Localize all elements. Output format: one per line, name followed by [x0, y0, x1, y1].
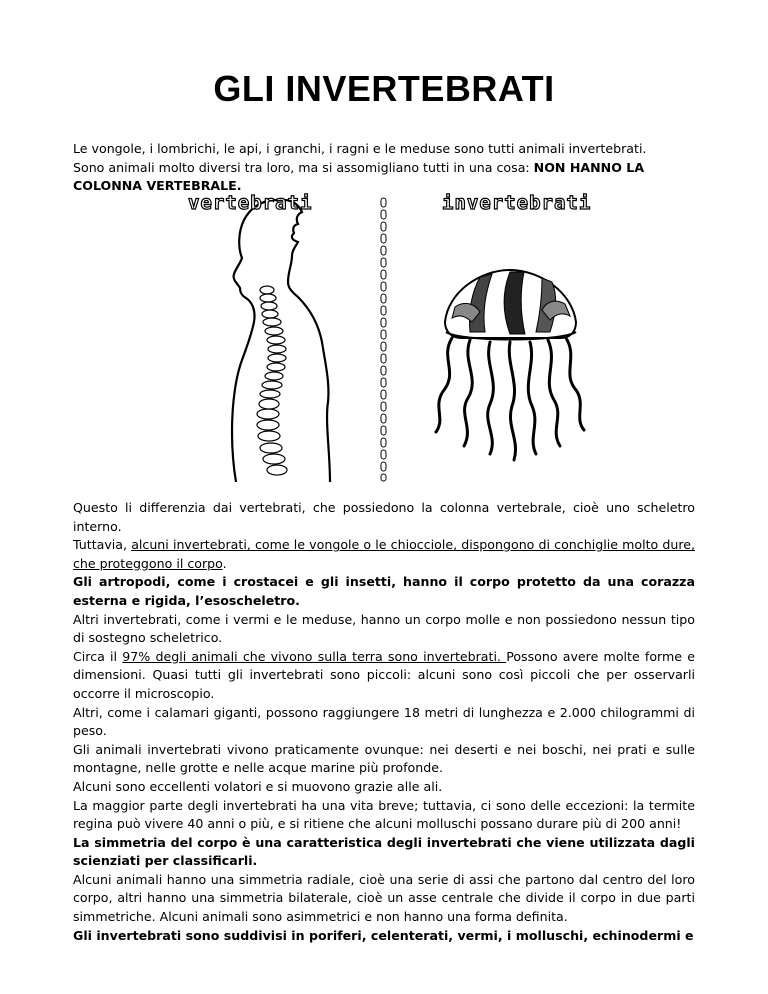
paragraph-5-underlined: 97% degli animali che vivono sulla terra sono invertebrati.: [122, 648, 507, 664]
paragraph-3-bold: Gli artropodi, come i crostacei e gli insetti, hanno il corpo protetto da una corazza esterna e rigida, l’esoscheletro.: [73, 574, 695, 608]
illustration-drawing: [180, 192, 590, 482]
paragraph-2: [73, 536, 695, 573]
paragraph-6: Altri, come i calamari giganti, possono raggiungere 18 metri di lunghezza e 2.000 chilogrammi di peso.: [73, 704, 695, 739]
paragraph-7: Gli animali invertebrati vivono praticamente ovunque: nei deserti e nei boschi, nei prati e sulle montagne, nelle grotte e nelle acque marine più profonde.: [73, 741, 695, 776]
intro-text: Sono animali molto diversi tra loro, ma si assomigliano tutti in una cosa:: [73, 159, 534, 175]
paragraph-11: Alcuni animali hanno una simmetria radiale, cioè una serie di assi che partono dal centro del loro corpo, altri hanno una simmetria bilaterale, cioè un asse centrale che divide il corpo in due parti simmetriche. Alcuni animali sono asimmetrici e non hanno una forma definita.: [73, 871, 695, 925]
paragraph-12: [73, 927, 695, 946]
paragraph-5: [73, 648, 695, 704]
body-text: [73, 499, 695, 945]
paragraph-2-suffix: .: [222, 555, 227, 571]
chain-divider: [381, 198, 386, 481]
paragraph-12-bold: Gli invertebrati sono suddivisi in poriferi, celenterati, vermi, i molluschi, echinodermi e: [73, 927, 694, 943]
paragraph-5-prefix: Circa il: [73, 648, 123, 664]
intro-paragraph: [73, 140, 695, 196]
label-vertebrati: vertebrati: [188, 192, 313, 214]
paragraph-4: Altri invertebrati, come i vermi e le meduse, hanno un corpo molle e non possiedono nessun tipo di sostegno scheletrico.: [73, 611, 695, 646]
spine-icon: [257, 286, 287, 475]
label-invertebrati: invertebrati: [442, 192, 592, 214]
intro-line-2: [73, 159, 695, 196]
paragraph-2-underlined: alcuni invertebrati, come le vongole o le chiocciole, dispongono di conchiglie molto dure, che proteggono il corpo: [73, 537, 695, 571]
intro-emphasis: NON HANNO LA COLONNA VERTEBRALE.: [73, 159, 645, 194]
paragraph-10-bold: La simmetria del corpo è una caratteristica degli invertebrati che viene utilizzata dagli scienziati per classificarli.: [73, 834, 695, 869]
paragraph-9: La maggior parte degli invertebrati ha una vita breve; tuttavia, ci sono delle eccezioni: la termite regina può vivere 40 anni o più, e si ritiene che alcuni molluschi possano durare più di 200 anni!: [73, 797, 695, 832]
paragraph-10: [73, 834, 695, 871]
paragraph-5-suffix: Possono avere molte forme e dimensioni. Quasi tutti gli invertebrati sono piccoli: alcuni sono così piccoli che per osservarli occorre il microscopio.: [73, 648, 695, 701]
jellyfish-icon: [436, 270, 584, 460]
paragraph-3: [73, 573, 695, 610]
paragraph-2-prefix: Tuttavia,: [73, 537, 132, 553]
paragraph-8: Alcuni sono eccellenti volatori e si muovono grazie alle ali.: [73, 778, 443, 794]
paragraph-1: Questo li differenzia dai vertebrati, che possiedono la colonna vertebrale, cioè uno scheletro interno.: [73, 500, 695, 534]
intro-line-1: Le vongole, i lombrichi, le api, i granchi, i ragni e le meduse sono tutti animali invertebrati.: [73, 141, 647, 156]
page-title: GLI INVERTEBRATI: [213, 68, 555, 109]
vertebrate-invertebrate-illustration: [180, 192, 590, 482]
